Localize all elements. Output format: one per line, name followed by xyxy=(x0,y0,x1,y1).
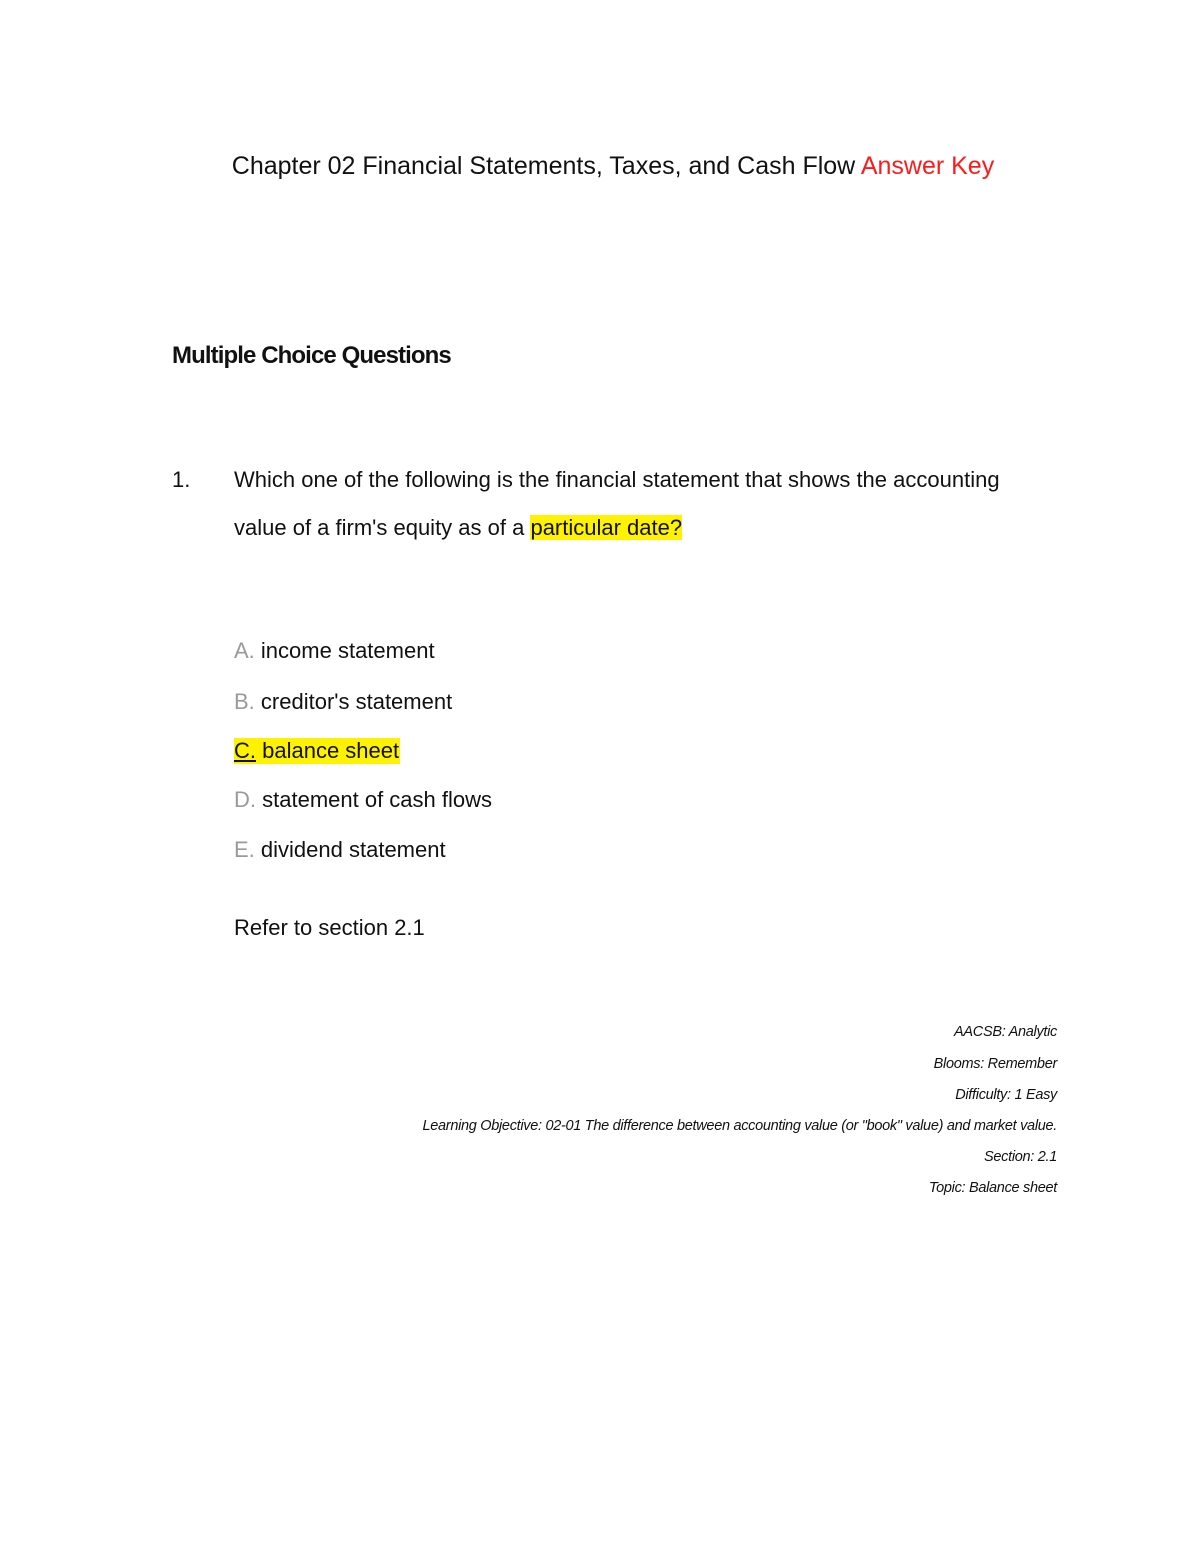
option-letter: E. xyxy=(234,837,255,862)
option-text: statement of cash flows xyxy=(262,787,493,812)
meta-blooms: Blooms: Remember xyxy=(933,1056,1057,1072)
document-title xyxy=(0,152,1200,181)
answer-option-e xyxy=(234,837,446,863)
document-title-main: Chapter 02 Financial Statements, Taxes, and Cash Flow xyxy=(231,152,856,180)
option-text: income statement xyxy=(260,638,435,663)
question-text-line-2 xyxy=(234,515,682,541)
question-text-plain: value of a firm's equity as of a xyxy=(234,515,531,540)
question-number: 1. xyxy=(172,467,191,492)
meta-aacsb: AACSB: Analytic xyxy=(954,1024,1057,1040)
option-letter: D. xyxy=(234,787,256,812)
question-text-line-1: Which one of the following is the financial statement that shows the accounting xyxy=(234,467,1000,492)
answer-key-label: Answer Key xyxy=(860,152,995,180)
meta-learning-objective: Learning Objective: 02-01 The difference between accounting value (or "book" value) and market value. xyxy=(422,1118,1057,1134)
meta-section: Section: 2.1 xyxy=(984,1149,1057,1165)
meta-topic: Topic: Balance sheet xyxy=(928,1180,1057,1196)
answer-option-c-correct xyxy=(234,738,400,764)
section-heading: Multiple Choice Questions xyxy=(172,342,451,369)
option-letter: A. xyxy=(234,638,255,663)
option-letter: C. xyxy=(234,738,256,763)
answer-option-d xyxy=(234,787,492,813)
section-reference: Refer to section 2.1 xyxy=(234,915,425,940)
option-letter: B. xyxy=(234,689,255,714)
option-text: dividend statement xyxy=(260,837,446,862)
question-text-highlight: particular date? xyxy=(530,515,683,540)
option-text: balance sheet xyxy=(262,738,400,763)
answer-option-b xyxy=(234,689,452,715)
meta-difficulty: Difficulty: 1 Easy xyxy=(955,1087,1057,1103)
option-text: creditor's statement xyxy=(260,689,453,714)
answer-option-a xyxy=(234,638,435,664)
